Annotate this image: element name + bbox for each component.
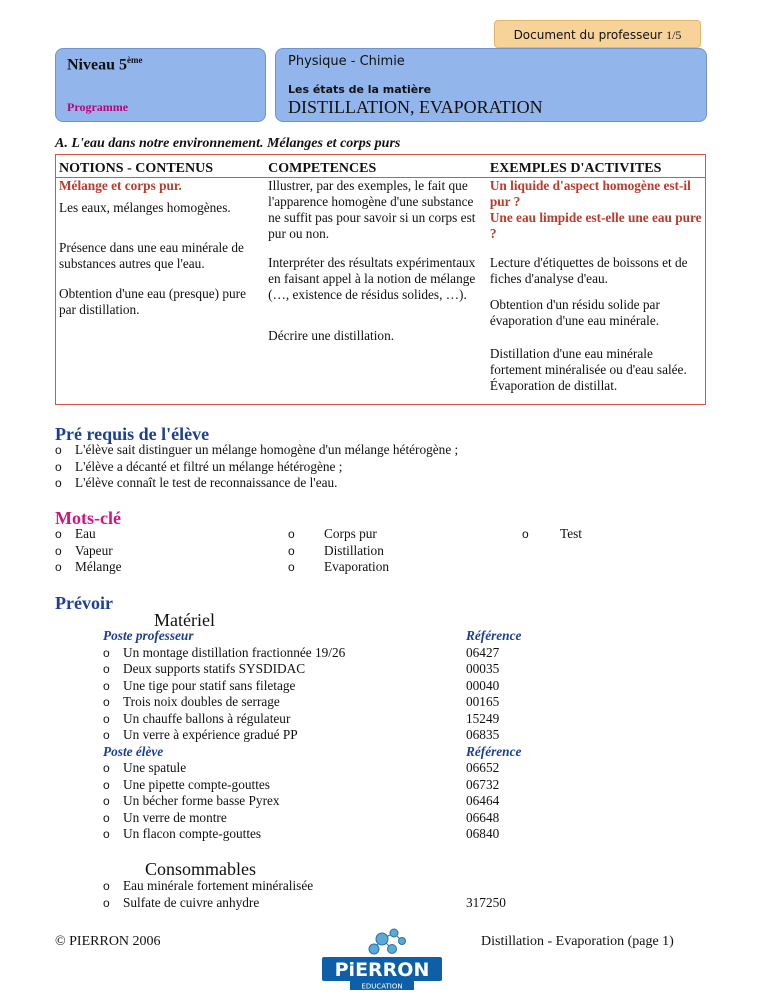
logo-text: PiERRON bbox=[334, 959, 430, 981]
consommables-list bbox=[103, 878, 443, 911]
notions-cell bbox=[56, 178, 266, 405]
prerequis-list bbox=[55, 442, 705, 492]
page-label: 1/5 bbox=[666, 28, 682, 42]
footer-page-ref: Distillation - Evaporation (page 1) bbox=[481, 934, 674, 949]
list-item: o Distillation bbox=[288, 543, 488, 560]
reference-value: 06840 bbox=[466, 826, 500, 841]
reference-value: 06835 bbox=[466, 727, 500, 742]
list-item: o Un montage distillation fractionnée 19/26 bbox=[103, 645, 443, 662]
reference-value: 00035 bbox=[466, 661, 500, 676]
notion-item: Les eaux, mélanges homogènes. bbox=[59, 200, 231, 215]
reference-value: 317250 bbox=[466, 895, 506, 910]
list-item: o Deux supports statifs SYSDIDAC bbox=[103, 661, 443, 678]
competence-item: Décrire une distillation. bbox=[268, 328, 395, 343]
list-item: o Un verre à expérience gradué PP bbox=[103, 727, 443, 744]
reference-header: Référence bbox=[466, 628, 522, 643]
list-item: o Evaporation bbox=[288, 559, 488, 576]
list-item: o Eau minérale fortement minéralisée bbox=[103, 878, 443, 895]
notion-item: Présence dans une eau minérale de substances autres que l'eau. bbox=[59, 240, 244, 271]
reference-value: 06732 bbox=[466, 776, 500, 792]
doc-label: Document du professeur bbox=[513, 28, 663, 42]
activite-item: Distillation d'une eau minérale fortement minéralisée ou d'eau salée. Évaporation de distillat. bbox=[489, 346, 687, 393]
list-item: o Test bbox=[522, 526, 672, 543]
table-header: NOTIONS - CONTENUS bbox=[59, 161, 214, 176]
list-item: o Eau bbox=[55, 526, 255, 543]
list-item: o Un chauffe ballons à régulateur bbox=[103, 711, 443, 728]
list-item: o Un verre de montre bbox=[103, 810, 443, 827]
reference-value: 00040 bbox=[466, 677, 500, 693]
reference-header: Référence bbox=[466, 743, 522, 759]
list-item: o Vapeur bbox=[55, 543, 255, 560]
activite-item: Lecture d'étiquettes de boissons et de fiches d'analyse d'eau. bbox=[489, 255, 688, 286]
niveau-box bbox=[55, 48, 266, 122]
materiel-list bbox=[103, 628, 443, 843]
reference-value: 06464 bbox=[466, 793, 500, 808]
mots-cle-col2 bbox=[288, 526, 488, 576]
molecule-icon bbox=[320, 925, 444, 991]
mots-cle-title: Mots-clé bbox=[55, 508, 121, 528]
pierron-logo bbox=[320, 925, 444, 991]
list-item: o L'élève connaît le test de reconnaissance de l'eau. bbox=[55, 475, 705, 492]
activite-item: Obtention d'un résidu solide par évaporation d'une eau minérale. bbox=[489, 297, 660, 328]
reference-value: 06427 bbox=[466, 644, 500, 660]
list-item: o L'élève sait distinguer un mélange homogène d'un mélange hétérogène ; bbox=[55, 442, 705, 459]
activite-item: Une eau limpide est-elle une eau pure ? bbox=[489, 210, 702, 241]
reference-column bbox=[466, 628, 586, 843]
list-item: o Une tige pour statif sans filetage bbox=[103, 678, 443, 695]
list-item: o Une spatule bbox=[103, 760, 443, 777]
table-header: COMPETENCES bbox=[268, 161, 377, 176]
poste-eleve-label: Poste élève bbox=[103, 743, 164, 759]
materiel-title: Matériel bbox=[154, 610, 215, 630]
mots-cle-col1 bbox=[55, 526, 255, 576]
list-item: o Mélange bbox=[55, 559, 255, 576]
reference-value: 06648 bbox=[466, 809, 500, 825]
list-item: o Une pipette compte-gouttes bbox=[103, 777, 443, 794]
reference-value: 00165 bbox=[466, 694, 500, 709]
prevoir-title: Prévoir bbox=[55, 593, 113, 613]
copyright: © PIERRON 2006 bbox=[55, 934, 161, 949]
list-item: o Sulfate de cuivre anhydre bbox=[103, 895, 443, 912]
prerequis-title: Pré requis de l'élève bbox=[55, 424, 210, 444]
competences-cell bbox=[265, 178, 487, 405]
list-item: o Un flacon compte-gouttes bbox=[103, 826, 443, 843]
table-header-row bbox=[56, 155, 706, 178]
title-box bbox=[275, 48, 707, 122]
competence-item: Illustrer, par des exemples, le fait que l'apparence homogène d'une substance ne suffit pas pour savoir si un corps est pur ou non. bbox=[268, 178, 476, 241]
activite-item: Un liquide d'aspect homogène est-il pur ? bbox=[489, 178, 691, 209]
logo-subtext: EDUCATION bbox=[361, 982, 403, 991]
poste-professeur-label: Poste professeur bbox=[103, 628, 194, 643]
notions-table bbox=[55, 154, 706, 405]
table-header: EXEMPLES D'ACTIVITES bbox=[489, 161, 662, 176]
subject-label: Physique - Chimie bbox=[288, 54, 405, 69]
activites-cell bbox=[487, 178, 706, 405]
document-tab bbox=[494, 20, 701, 48]
list-item: o Un bécher forme basse Pyrex bbox=[103, 793, 443, 810]
chapter-label: Les états de la matière bbox=[288, 83, 432, 96]
mots-cle-col3 bbox=[522, 526, 672, 543]
competence-item: Interpréter des résultats expérimentaux en faisant appel à la notion de mélange (…, existence de résidus solides, …). bbox=[268, 255, 476, 302]
list-item: o Corps pur bbox=[288, 526, 488, 543]
list-item: o Trois noix doubles de serrage bbox=[103, 694, 443, 711]
reference-value: 15249 bbox=[466, 710, 500, 726]
consommables-title: Consommables bbox=[145, 859, 256, 879]
programme-label: Programme bbox=[67, 100, 129, 114]
reference-value: 06652 bbox=[466, 760, 500, 775]
notion-item: Mélange et corps pur. bbox=[59, 178, 182, 193]
list-item: o L'élève a décanté et filtré un mélange hétérogène ; bbox=[55, 459, 705, 476]
notion-item: Obtention d'une eau (presque) pure par distillation. bbox=[59, 286, 247, 317]
niveau-label: Niveau 5ème bbox=[67, 55, 143, 74]
page-title: DISTILLATION, EVAPORATION bbox=[288, 97, 543, 117]
section-title: A. L'eau dans notre environnement. Mélanges et corps purs bbox=[55, 136, 401, 151]
